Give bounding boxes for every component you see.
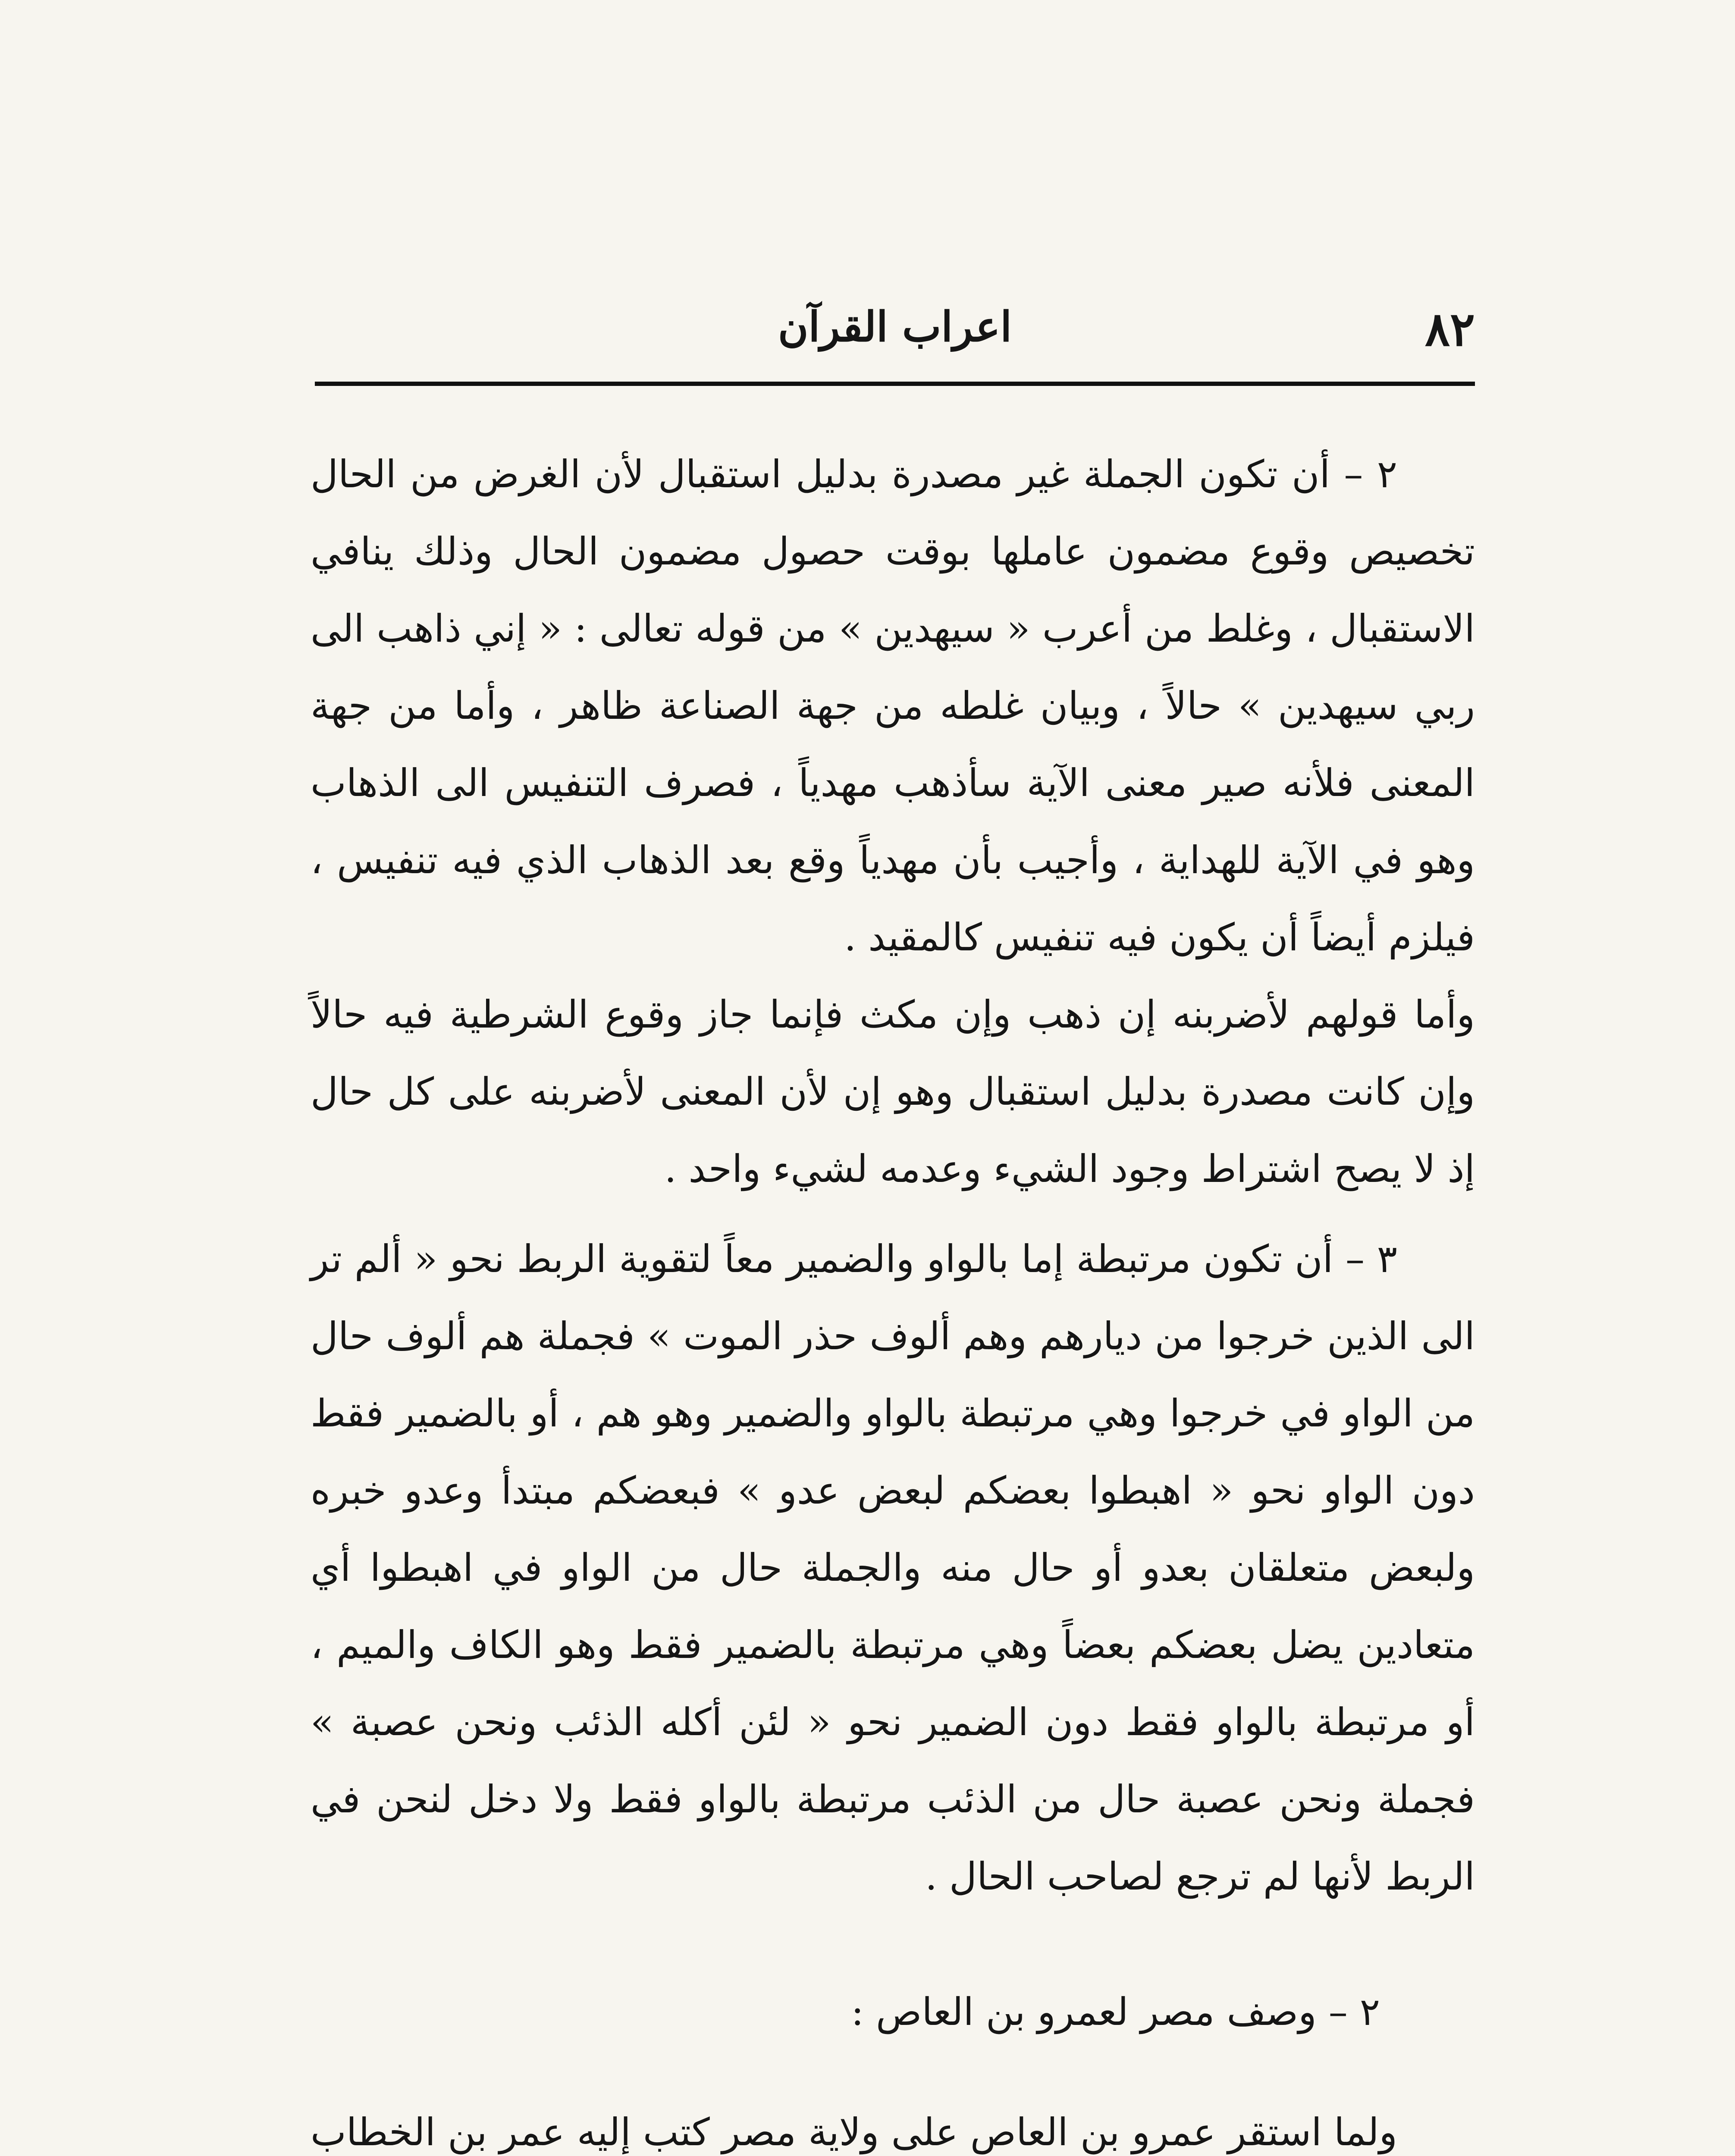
page-number: ٨٢ <box>1424 302 1475 357</box>
page-header <box>315 302 1475 375</box>
paragraph-condition-2-continued: وأما قولهم لأضربنه إن ذهب وإن مكث فإنما جاز وقوع الشرطية فيه حالاً وإن كانت مصدرة بدليل استقبال وهو إن لأن المعنى لأضربنه على كل حال إذ لا يصح اشتراط وجود الشيء وعدمه لشيء واحد . <box>311 992 1475 1191</box>
section-heading: ٢ – وصف مصر لعمرو بن العاص : <box>851 1990 1380 2034</box>
paragraph-condition-3: ٣ – أن تكون مرتبطة إما بالواو والضمير معاً لتقوية الربط نحو « ألم تر الى الذين خرجوا من ديارهم وهم ألوف حذر الموت » فجملة هم ألوف حال من الواو في خرجوا وهي مرتبطة بالواو والضمير وهو هم ، أو بالضمير فقط دون الواو نحو « اهبطوا بعضكم لبعض عدو » فبعضكم مبتدأ وعدو خبره ولبعض متعلقان بعدو أو حال منه والجملة حال من الواو في اهبطوا أي متعادين يضل بعضكم بعضاً وهي مرتبطة بالضمير فقط وهو الكاف والميم ، أو مرتبطة بالواو فقط دون الضمير نحو « لئن أكله الذئب ونحن عصبة » فجملة ونحن عصبة حال من الذئب مرتبطة بالواو فقط ولا دخل لنحن في الربط لأنها لم ترجع لصاحب الحال . <box>311 1237 1475 1899</box>
paragraph-condition-2: ٢ – أن تكون الجملة غير مصدرة بدليل استقبال لأن الغرض من الحال تخصيص وقوع مضمون عاملها بوقت حصول مضمون الحال وذلك ينافي الاستقبال ، وغلط من أعرب « سيهدين » من قوله تعالى : « إني ذاهب الى ربي سيهدين » حالاً ، وبيان غلطه من جهة الصناعة ظاهر ، وأما من جهة المعنى فلأنه صير معنى الآية سأذهب مهدياً ، فصرف التنفيس الى الذهاب وهو في الآية للهداية ، وأجيب بأن مهدياً وقع بعد الذهاب الذي فيه تنفيس ، فيلزم أيضاً أن يكون فيه تنفيس كالمقيد . <box>311 452 1475 959</box>
running-title: اعراب القرآن <box>778 302 1012 351</box>
header-rule <box>315 382 1475 386</box>
paragraph-egypt-letter: ولما استقر عمرو بن العاص على ولاية مصر كتب إليه عمر بن الخطاب <box>311 2110 1397 2154</box>
page-body <box>311 436 1475 2156</box>
